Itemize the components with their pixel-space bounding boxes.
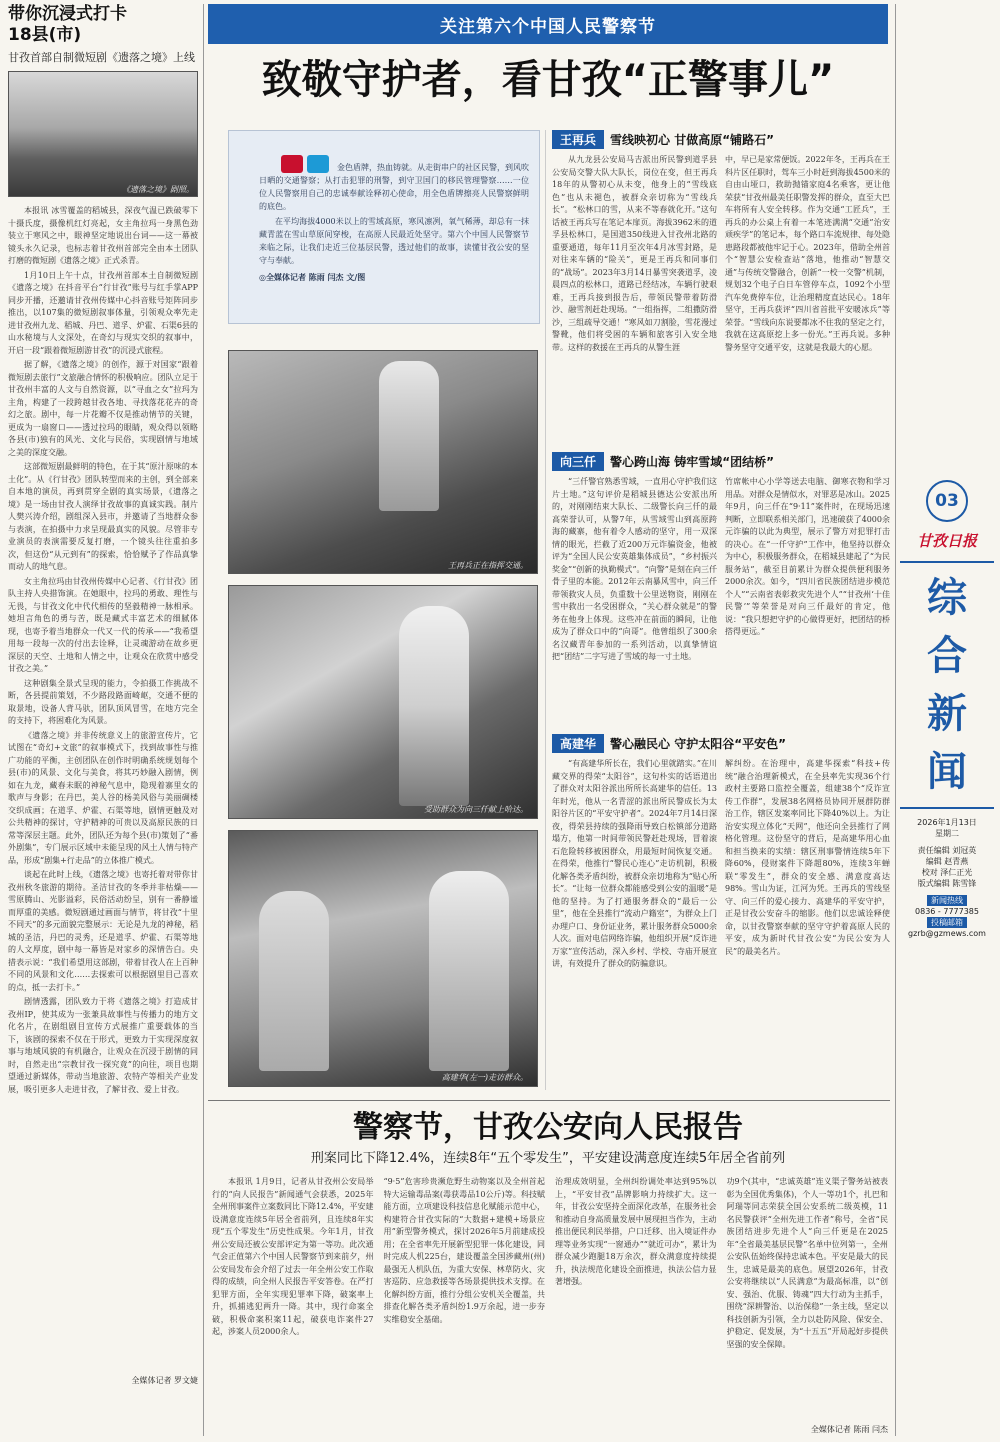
page-number-badge (926, 480, 968, 522)
photo-traffic-caption: 王再兵正在指挥交通。 (448, 561, 528, 570)
left-paragraph: 谈起在此时上线，《遗落之境》也寄托着对带你甘孜州秋冬旅游的期待。圣洁甘孜的冬季并非枯燥——雪原腾山、光影溢彩，民俗活动纷呈，别有一番静谧而厚重的美感。微短剧通过画面与情节，将甘孜“十里不同天”的多元面貌完整展示：无论是九龙的神秘，稻城的圣洁，丹巴的灵秀，还是道孚、炉霍、石渠等地的人文厚度，剧中每一幕皆是对家乡的深情告白。央措表示说：“我们希望用这部剧，带着甘孜人在上百种不同的风景和文化……去探索可以根据剧里目己喜欢的点，抵一去打卡。” (8, 870, 198, 992)
section-gao-title: 警心融民心 守护太阳谷“平安色” (610, 736, 786, 751)
section-char-4: 闻 (927, 748, 967, 795)
left-paragraph: 这种剧集全景式呈现的能力，令拍摄工作挑战不断，各县提前策划，不少路段路面崎岖，交通不便的取景地，设备人背马驮，团队顶风冒雪，在地方完全的支持下，将困难化为风景。 (8, 678, 198, 725)
section-char-3: 新 (927, 690, 967, 737)
banner (208, 4, 888, 44)
main-headline: 致敬守护者，看甘孜“正警事儿” (261, 57, 835, 103)
section-gao (552, 734, 890, 1084)
intro-paragraph-2: 在平均海拔4000米以上的雪域高原，寒风凛冽，氧气稀薄，却总有一抹藏青蓝在雪山草原间穿梭，在高原人民最近处坚守。第六个中国人民警察节来临之际，让我们走近三位基层民警，透过他们的故事，读懂甘孜公安的坚守与奉献。 (259, 217, 529, 265)
report-byline: 全媒体记者 陈雨 闫杰 (810, 1425, 888, 1434)
section-char-1: 综 (927, 574, 967, 621)
left-paragraph: 剧情透露，团队致力于将《遗落之境》打造成甘孜州IP，使其成为一张兼具故事性与传播力的地方文化名片，在剧组剧目宣传方式展推广重要载体的当下，该剧的探索不仅在于形式，更致力于实现深度叙事与地域风貌的有机融合，让观众在沉浸于剧情的同时，自然走出“宗教甘孜一探究竟”的向往，项目也期望通过新媒体，带动当地旅游、农特产等相关产业发展，吸引更多人走进甘孜，了解甘孜、爱上甘孜。 (8, 997, 198, 1094)
photo-khata-caption: 受助群众为向三仟献上哈达。 (424, 805, 528, 814)
left-photo (8, 71, 198, 197)
photo-visit-figure-2 (429, 871, 509, 1071)
section-gao-head (552, 734, 890, 752)
section-gao-name: 高建华 (552, 734, 604, 753)
left-paragraph: 据了解，《遗落之境》的创作，源于对国家“跟着微短剧去旅行”文旅融合情怀的积极响应。团队立足于甘孜州丰富的人文与自然资源，以“寻血之女”拉玛为主角，构建了一段跨越甘孜各地、寻找落花花卉的奇幻之旅。剧中，每一片花瓣不仅是推动情节的关键，更成为一扇窗口——透过拉玛的眼睛，观众得以领略各县(市)独有的风光、文化与民俗，实现剧情与地域之美的深度交融。 (8, 360, 198, 457)
banner-text: 关注第六个中国人民警察节 (440, 16, 656, 37)
report-col-1: 本报讯 1月9日，记者从甘孜州公安局举行的“向人民报告”新闻通气会获悉，2025年全州刑事案件立案数同比下降12.4%，平安建设满意度连续5年居全省前列，且连续8年实现“五个零发生”历史性成果。今年1月，甘孜州公安局还被公安部评定为第一等功。此次通气会正值第六个中国人民警察节到来前夕，州公安局发布会介绍了过去一年全州公安工作取得的成绩，向全州人民报告平安答卷。在严打犯罪方面，全年实现犯罪率下降，破案率上升，抓捕逃犯两升一降。其中，现行命案全破，积极命案积案11起，破获电诈案件27起，涉案人员2000余人。 (212, 1177, 374, 1336)
left-byline: 全媒体记者 罗文婕 (131, 1376, 198, 1385)
divider-middle (545, 130, 546, 1090)
intro-text (259, 161, 529, 321)
editor-1: 责任编辑 刘冠英 (917, 846, 977, 855)
left-headline-line2: 18县(市) (8, 25, 82, 45)
section-gao-col1: “有高建华所长在，我们心里就踏实。”在川藏交界的得荣“太阳谷”，这句朴实的话语道出了群众对太阳谷派出所所长高建华的信任。13年时光，他从一名青涩的派出所民警成长为太阳谷片区的“平安守护者”。2024年7月14日深夜，得荣县持续的强降雨导致白松镇部分道路塌方，他第一时间带领民警赶赴现场，冒着滚石危险转移被困群众，用最短时间恢复交通。在得荣，他推行“警民心连心”走访机制，积极化解各类矛盾纠纷，被群众亲切地称为“贴心所长”。“让每一位群众都能感受到公安的温暖”是他的坚持。为了打通服务群众的“最后一公里”，他在全县推行“流动户籍室”，为群众上门办理户口、身份证业务，累计服务群众5000余人次。面对电信网络诈骗，他组织开展“反诈进万家”宣传活动，深入乡村、学校、寺庙开展宣讲，有效提升了群众的防骗意识。 (552, 759, 717, 968)
editor-4: 版式编辑 陈雪锋 (917, 879, 977, 888)
section-wang-col2: 中，早已是家常便饭。2022年冬，王再兵在王科片区任职时，驾车三小时赶到海拔4500米的自由山垭口，救助抛锚家庭4名乘客，更让他荣获“甘孜州最美任职警发挥的群众，直至大巴车将所有人安全转移。作为交通“工匠兵”，王再兵的办公桌上有着一本笔迹满满“交通”治安顽疾学”的笔记本，每个路口车流规律、每处隐患路段都被他牢记于心。2023年，借助全州首个“智慧公安检查站”落地，他推动“智慧交通”与传统交警融合，创新“一校一交警”机制，规划32个电子白日车管停车点，1092个小型汽车免费停车位，让治理精度直达民心。18年坚守，王再兵获评“四川省首批平安暖冰兵”等荣誉。“雪线向东说要都冰不住我的坚定之行，我就在这高原挖上多一份光。”王再兵说。多种警务坚守交通平安，这就是我最大的心愿。 (725, 155, 890, 352)
left-paragraph: 《遗落之境》并非传统意义上的旅游宣传片，它试图在“奇幻+文旅”的叙事模式下，找到故事性与推广功能的平衡，主创团队在创作时明确系统规划每个县(市)的风景、文化与美食，将其巧妙融入剧情，例如在九龙，藏春未眠的神秘气息中，隐现着寨里女的歌声与身影；在丹巴，美人谷的杨美风俗与美丽碉楼交织成画；在道孚、炉霍、石渠等地，剧情更触及对公共精神的探讨，守护精神的可贵以及高原民族的日常等深层主题。此外，团队还为每个县(市)策划了“番外剧集”，专门展示区域中未能呈现的风土人情与特产品，形成“剧集+行走品”的立体推广模式。 (8, 730, 198, 865)
issue-weekday: 星期二 (935, 829, 959, 838)
section-xiang-col2: 竹席帐中心小学等送去电脑、御寒衣物和学习用品。对群众是情似水，对罪恶是冰山。2025年9月，向三仟在“9·11”案件时，在现场迅速判断，立即联系相关部门，迅速破获了4000余元诈骗的以此为典型，展示了警方对犯罪打击的决心。在“一仟守护”工作中，他坚持以群众为中心，积极服务群众，在稻城县建起了“为民服务站”，截至目前累计为群众提供便利服务2000余次。如今，“四川省民族团结进步模范个人”“云南省表彰救灾先进个人”“甘孜州‘十佳民警’”等荣誉是对向三仟最好的肯定，他说：“我只想把守护的心做得更好，把团结的桥搭得更远。” (725, 477, 890, 636)
photo-traffic (228, 350, 538, 574)
section-wang-col1: 从九龙县公安局马吉派出所民警到道孚县公安局交警大队大队长，岗位在变，但王再兵18年的从警初心从未变，他身上的“雪线底色”也从未褪色，被群众亲切称为“雪线兵长”。“松林口的雪，从来不等春就化开。”这句话被王再兵写在笔记本扉页。海拔3962米的道孚县松林口，是国道350线进入甘孜州北路的重要通道，每年11月至次年4月冰雪封路，是对往来车辆的“险关”，更是王再兵和同事们的“战场”。2023年3月14日暴雪突袭道孚，凌晨四点的松林口，道路已经结冰，车辆行驶艰难，王再兵接到报告后，带领民警带着防滑沙、融雪剂赶赴现场。“一组指挥，二组撒防滑沙，三组疏导交通！”寒风如刀割脸，雪花漫过警靴，他们将受困的车辆和旅客引入安全地带。这样的救援在王再兵的从警生涯 (552, 155, 717, 352)
intro-paragraph-1: 金色盾牌，热血铸就。从走街串户的社区民警，到风吹日晒的交通警察；从打击犯罪的刑警，到守卫国门的移民管理警察……一位位人民警察用自己的忠诚奉献诠释初心使命，用全色盾牌擦亮人民警察鲜明的底色。 (259, 163, 529, 211)
left-headline (8, 4, 198, 46)
left-paragraph: 本报讯 冰雪覆盖的稻城县，深夜气温已跌破零下十摄氏度，摄像机红灯亮起，女主角拉玛一身黑色劲装立于寒风之中，眼神坚定地说出台词——这一幕被镜头永久记录，也标志着甘孜州首部完全由本土团队打磨的微短剧《遗落之境》正式杀青。 (8, 206, 198, 265)
photo-khata (228, 585, 538, 819)
divider-left (203, 4, 204, 1436)
issue-info (900, 817, 994, 939)
left-headline-line1: 带你沉浸式打卡 (8, 4, 127, 24)
left-subhead: 甘孜首部自制微短剧《遗落之境》上线 (8, 51, 195, 64)
section-xiang-title: 警心跨山海 铸牢雪域“团结桥” (610, 454, 774, 469)
email-address: gzrb@gzmews.com (908, 929, 986, 938)
left-body (8, 205, 198, 1373)
left-paragraph: 1月10日上午十点，甘孜州首部本土自制微短剧《遗落之境》在抖音平台“行甘孜”账号与红手掌APP同步开播，还邀请甘孜州传媒中心抖音账号矩阵同步推出，以107集的微短剧叙事体量，引领观众率先走进甘孜州九龙、稻城、丹巴、道孚、炉霍、石渠6县的山水秘境与人文深处，在奇幻与现实交织的叙事中，开启一段“跟着微短剧游甘孜”的沉浸式旅程。 (8, 270, 198, 355)
email-label: 投稿邮箱 (927, 917, 967, 928)
editor-3: 校对 泽仁正光 (921, 868, 973, 877)
issue-date: 2026年1月13日 (917, 818, 977, 827)
hotline-number: 0836 - 7777385 (915, 907, 979, 916)
section-xiang (552, 452, 890, 734)
paper-logo: 甘孜日报 (916, 532, 977, 550)
left-photo-caption: 《遗落之境》剧照。 (122, 185, 194, 194)
report-col-3: 治理成效明显，全州纠纷调处率达到95%以上，“平安甘孜”品牌影响力持续扩大。这一年，甘孜公安坚持全面深化改革，在服务社会和推动自身高质量发展中展现担当作为，主动推出便民利民举措，户口迁移、出入境证件办理等业务实现“一窗通办”“就近可办”，累计为群众减少跑腿18万余次，群众满意度持续提升，执法规范化建设全面推进，执法公信力显著增强。 (555, 1177, 717, 1286)
left-paragraph: 女主角拉玛由甘孜州传媒中心记者、《行甘孜》团队主持人央措饰演。在她眼中，拉玛的勇敢、理性与无畏，与甘孜文化中代代相传的坚毅精神一脉相承。她坦言角色的勇与苦，既是藏式丰富艺术的细腻体现，也寄予着当地群众一代又一代的传承——“我希望用每一段每一次的付出去诠释，让灵魂游动在故乡更深层的天空、土地和人情之中，让观众在欣赏中感受甘孜之美。” (8, 576, 198, 673)
section-wang-title: 雪线映初心 甘做高原“铺路石” (610, 132, 774, 147)
report-headline: 警察节，甘孜公安向人民报告 (353, 1110, 743, 1145)
photo-khata-figure (399, 606, 469, 806)
page-number: 03 (935, 491, 959, 511)
photo-visit-caption: 高建华(左一)走访群众。 (441, 1073, 528, 1082)
section-wang-head (552, 130, 890, 148)
section-xiang-col1: “三仟警官熟悉雪域，一直用心守护我们这片土地。”这句评价是稻城县德达公安派出所的，对刚刚结束大队长、二级警长向三仟的最高荣誉认可，从警7年，从雪域雪山到高原跨海的藏寨，他有着令人感动的坚守，用一双深情的眼光，拦截了近200万元诈骗资金，他被评为“全国人民公安英雄集体成员”，“乡村振兴奖金”“创新的执勤模式”。“向警”是刻在向三仟骨子里的本能。2012年云南暴风雪中，向三仟带领救灾人员，负重数十公里送物资，刚刚在雪中救出一名受困群众，“关心群众就是”的警务在他身上体现。这些冲在前面的瞬间，让他成为了群众口中的“向哥”。他曾组织了300余名汉藏青年参加的一系列活动，以真挚情谊把“团结”二字写进了雪域的每一寸土地。 (552, 477, 717, 661)
section-name-vertical (900, 561, 994, 809)
report-subhead: 刑案同比下降12.4%，连续8年“五个零发生”，平安建设满意度连续5年居全省前列 (310, 1151, 786, 1166)
report-col-4: 功9个(其中，“忠诚英雄”连义渠子警务站被表彰为全国优秀集体)，个人一等功1个，扎巴和阿瑞等同志荣获全国公安系统二级英模，11名民警获评“全州先进工作者”称号，全省“民族团结进步先进个人”向三仟更是在2025年“全省最美基层民警”名单中位列第一，全州公安队伍始终保持忠诚本色。平安是最大的民生，忠诚是最美的底色。展望2026年，甘孜公安将继续以“人民满意”为最高标准，以“创安、强治、优服、铸魂”四大行动为主抓手，围绕“深耕警治、以治保稳”一条主线，坚定以科技创新为引领，全力以赴防风险、保安全、护稳定、促发展，为“十五五”开局起好步提供坚强的安全保障。 (726, 1177, 888, 1349)
photo-traffic-figure (379, 361, 439, 511)
report-body (212, 1176, 888, 1426)
hotline-label: 新闻热线 (927, 895, 967, 906)
section-char-2: 合 (927, 632, 967, 679)
photo-visit (228, 830, 538, 1087)
intro-byline: ◎全媒体记者 陈雨 闫杰 文/图 (259, 272, 366, 282)
report-col-2: “9·5”危害珍贵濒危野生动物案以及全州首起特大运输毒品案(毒获毒品10公斤)等。科技赋能方面，立项建设科技信息化赋能示范中心，构建符合甘孜实际的“大数据+建模+场景应用”新型警务模式，探讨2026年5月前建成投用；在全省率先开展新型犯罪一体化建设，同时完成人机225台，建设覆盖全国涉藏州(州)最强无人机队伍，为重大安保、林草防火、灾害巡防、应急救援等各场景提供技术支撑。在化解纠纷方面，推行分组公安机关全覆盖，共排查化解各类矛盾纠纷1.9万余起，进一步夯实维稳安全基础。 (383, 1177, 545, 1324)
intro-box (228, 130, 540, 324)
divider-report (208, 1100, 890, 1101)
section-xiang-name: 向三仟 (552, 452, 604, 471)
editor-2: 编辑 赵青燕 (925, 857, 969, 866)
section-wang-name: 王再兵 (552, 130, 604, 149)
section-wang (552, 130, 890, 454)
section-xiang-head (552, 452, 890, 470)
left-article (8, 4, 198, 1436)
left-paragraph: 这部微短剧最鲜明的特色，在于其“原汁原味的本土化”。从《行甘孜》团队转型而来的主创，到全部来自本地的演员，再到贯穿全剧的真实场景，《遗落之境》是一场由甘孜人演绎甘孜故事的真诚实践。制片人樊兴涛介绍，剧组深入县市，并邀请了当地群众参与表演，在拍摄中力求呈现最真实的风貌。尽管非专业演员的表演需要反复打磨，一个镜头往往重拍多次，但这份“从元到有”的探索，恰恰赋予了作品真挚而动人的地气息。 (8, 462, 198, 571)
section-gao-col2: 解纠纷。在治理中，高建华探索“科技+传统”融合治理新模式，在全县率先实现36个行政村主要路口监控全覆盖，组建38个“反诈宣传工作群”，发展38名网格员协同开展群防群治工作，辖区发案率同比下降40%以上。为让治安实现立体化“天网”，他还向全县推行了网格化管理。这份坚守的背后，是高建华用心血和担当换来的实绩：辖区刑事警情连续5年下降60%，侵财案件下降超80%，连续3年蝉联“零发生”，群众的安全感、满意度高达98%。雪山为证，江河为凭。王再兵的雪线坚守、向三仟的爱心接力、高建华的平安守护，正是甘孜公安奋斗的缩影。他们以忠诚诠释使命，以甘孜警察奉献的坚守守护着高原人民的平安，成为新时代甘孜公安“为民公安为人民”的最美名片。 (725, 759, 890, 956)
divider-right (895, 4, 896, 1436)
right-sidebar (900, 480, 994, 939)
photo-visit-figure (259, 891, 329, 1071)
